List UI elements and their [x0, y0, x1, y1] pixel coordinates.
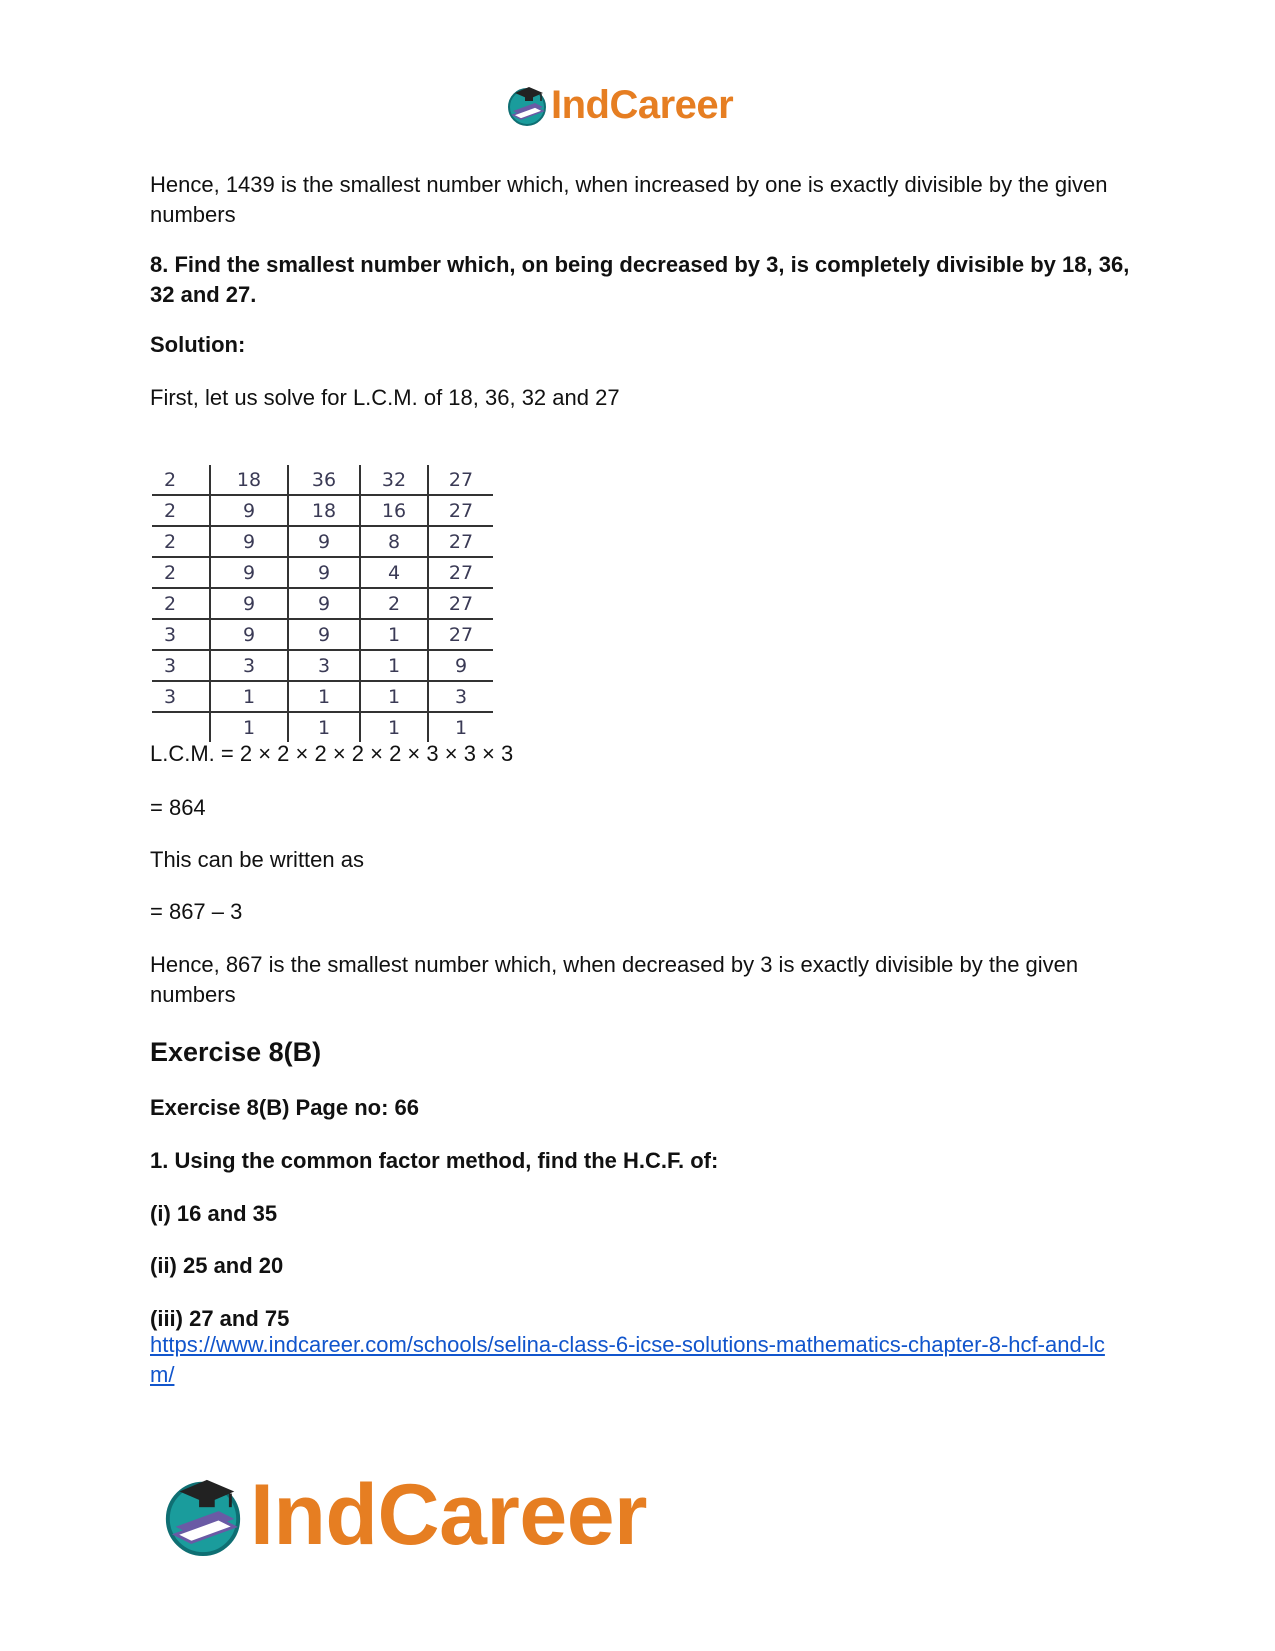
lcm-divisor-cell: 2	[152, 495, 210, 526]
lcm-value-cell: 1	[360, 650, 428, 681]
footer-logo	[160, 1467, 647, 1563]
lcm-divisor-cell: 2	[152, 588, 210, 619]
lcm-table-row	[152, 557, 493, 588]
question-1-ii: (ii) 25 and 20	[150, 1253, 284, 1278]
graduation-globe-icon	[505, 83, 549, 127]
lcm-value-cell: 1	[210, 681, 288, 712]
lcm-table-row	[152, 526, 493, 557]
lcm-table-row	[152, 619, 493, 650]
equals-867-minus-3: = 867 – 3	[150, 899, 243, 924]
lcm-divisor-cell: 3	[152, 619, 210, 650]
lcm-value-cell: 1	[288, 681, 360, 712]
lcm-value-cell: 9	[210, 495, 288, 526]
lcm-divisor-cell: 3	[152, 681, 210, 712]
lcm-divisor-cell	[152, 712, 210, 742]
lcm-value-cell: 9	[288, 588, 360, 619]
lcm-value-cell: 9	[428, 650, 493, 681]
lcm-division-table	[152, 465, 493, 742]
lcm-value-cell: 27	[428, 495, 493, 526]
lcm-value-cell: 16	[360, 495, 428, 526]
lcm-value-cell: 3	[288, 650, 360, 681]
brand-name: IndCareer	[250, 1467, 647, 1563]
lcm-value-cell: 18	[210, 465, 288, 495]
equals-864: = 864	[150, 795, 206, 820]
graduation-globe-icon	[160, 1472, 246, 1558]
lcm-value-cell: 3	[428, 681, 493, 712]
lcm-value-cell: 9	[210, 557, 288, 588]
lcm-table-row	[152, 681, 493, 712]
lcm-value-cell: 9	[288, 619, 360, 650]
question-1-iii: (iii) 27 and 75	[150, 1306, 290, 1331]
brand-name: IndCareer	[551, 83, 734, 127]
lcm-table-row	[152, 712, 493, 742]
source-link[interactable]: https://www.indcareer.com/schools/selina-class-6-icse-solutions-mathematics-chapter-8-hcf-and-lcm/	[150, 1332, 1105, 1387]
lcm-value-cell: 9	[210, 526, 288, 557]
question-1-i: (i) 16 and 35	[150, 1201, 278, 1226]
lcm-table-row	[152, 650, 493, 681]
lcm-value-cell: 1	[360, 681, 428, 712]
source-link-paragraph	[150, 1330, 1125, 1390]
lcm-table-row	[152, 495, 493, 526]
lcm-divisor-cell: 2	[152, 526, 210, 557]
written-as: This can be written as	[150, 847, 364, 872]
conclusion-paragraph: Hence, 867 is the smallest number which, when decreased by 3 is exactly divisible by the given numbers	[150, 952, 1079, 1007]
lcm-divisor-cell: 3	[152, 650, 210, 681]
lcm-value-cell: 9	[210, 588, 288, 619]
exercise-heading: Exercise 8(B)	[150, 1037, 322, 1067]
lcm-value-cell: 27	[428, 619, 493, 650]
header-logo	[505, 80, 733, 130]
lcm-value-cell: 2	[360, 588, 428, 619]
lcm-value-cell: 9	[210, 619, 288, 650]
question-8: 8. Find the smallest number which, on being decreased by 3, is completely divisible by 18, 36, 32 and 27.	[150, 252, 1130, 307]
lcm-value-cell: 27	[428, 526, 493, 557]
lcm-value-cell: 1	[210, 712, 288, 742]
question-1: 1. Using the common factor method, find the H.C.F. of:	[150, 1148, 719, 1173]
lcm-table-row	[152, 465, 493, 495]
lcm-value-cell: 1	[288, 712, 360, 742]
lcm-value-cell: 36	[288, 465, 360, 495]
lcm-divisor-cell: 2	[152, 465, 210, 495]
lcm-table-row	[152, 588, 493, 619]
lcm-value-cell: 8	[360, 526, 428, 557]
lcm-value-cell: 1	[360, 619, 428, 650]
lcm-value-cell: 27	[428, 557, 493, 588]
lcm-value-cell: 27	[428, 588, 493, 619]
lcm-value-cell: 4	[360, 557, 428, 588]
lcm-divisor-cell: 2	[152, 557, 210, 588]
lcm-value-cell: 18	[288, 495, 360, 526]
lcm-value-cell: 32	[360, 465, 428, 495]
lcm-expression: L.C.M. = 2 × 2 × 2 × 2 × 2 × 3 × 3 × 3	[150, 741, 514, 766]
paragraph-hence-1439: Hence, 1439 is the smallest number which, when increased by one is exactly divisible by the given numbers	[150, 172, 1108, 227]
lcm-value-cell: 3	[210, 650, 288, 681]
paragraph-first-lcm: First, let us solve for L.C.M. of 18, 36, 32 and 27	[150, 385, 620, 410]
solution-label: Solution:	[150, 332, 246, 357]
lcm-value-cell: 27	[428, 465, 493, 495]
lcm-value-cell: 9	[288, 557, 360, 588]
lcm-value-cell: 1	[428, 712, 493, 742]
exercise-page: Exercise 8(B) Page no: 66	[150, 1095, 420, 1120]
lcm-value-cell: 1	[360, 712, 428, 742]
lcm-value-cell: 9	[288, 526, 360, 557]
